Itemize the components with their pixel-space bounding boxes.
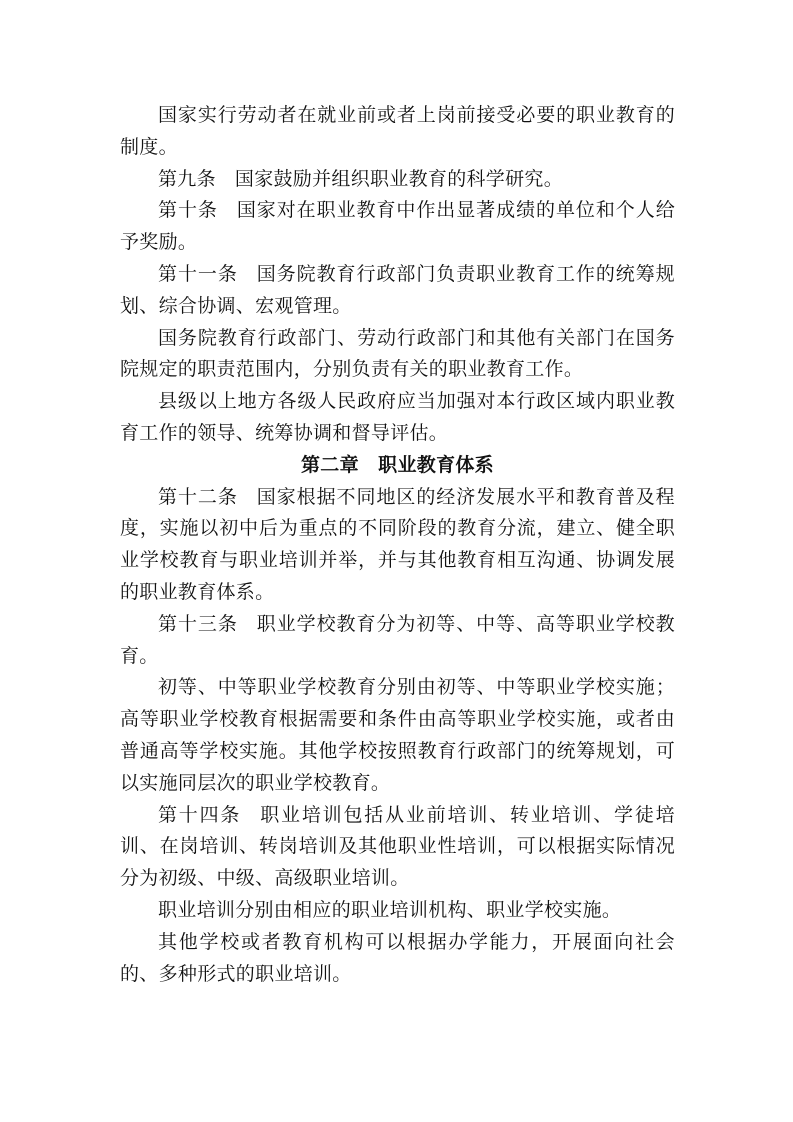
paragraph bbox=[120, 100, 675, 164]
paragraph bbox=[120, 927, 675, 991]
article-number: 第九条 bbox=[158, 167, 216, 190]
article-paragraph bbox=[120, 164, 675, 196]
chapter-title: 第二章 职业教育体系 bbox=[300, 453, 494, 476]
paragraph-text: 职业培训包括从业前培训、转业培训、学徒培训、在岗培训、转岗培训及其他职业性培训，可以根据实际情况分为初级、中级、高级职业培训。 bbox=[120, 803, 675, 890]
article-number: 第十二条 bbox=[158, 485, 238, 508]
paragraph bbox=[120, 895, 675, 927]
paragraph-text: 国家鼓励并组织职业教育的科学研究。 bbox=[234, 167, 564, 190]
paragraph-text: 国家实行劳动者在就业前或者上岗前接受必要的职业教育的制度。 bbox=[120, 104, 675, 158]
article-number: 第十四条 bbox=[158, 803, 242, 826]
paragraph bbox=[120, 672, 675, 799]
paragraph-text: 职业学校教育分为初等、中等、高等职业学校教育。 bbox=[120, 612, 675, 667]
paragraph-text: 国家对在职业教育中作出显著成绩的单位和个人给予奖励。 bbox=[120, 199, 675, 254]
article-paragraph bbox=[120, 482, 675, 609]
article-paragraph bbox=[120, 259, 675, 323]
paragraph bbox=[120, 386, 675, 450]
paragraph-text: 国家根据不同地区的经济发展水平和教育普及程度，实施以初中后为重点的不同阶段的教育分流，建立、健全职业学校教育与职业培训并举，并与其他教育相互沟通、协调发展的职业教育体系。 bbox=[120, 485, 675, 603]
paragraph-text: 国务院教育行政部门、劳动行政部门和其他有关部门在国务院规定的职责范围内，分别负责有关的职业教育工作。 bbox=[120, 326, 675, 381]
article-paragraph bbox=[120, 609, 675, 673]
paragraph bbox=[120, 323, 675, 387]
article-number: 第十条 bbox=[158, 199, 218, 222]
paragraph-text: 职业培训分别由相应的职业培训机构、职业学校实施。 bbox=[158, 898, 622, 921]
paragraph-text: 其他学校或者教育机构可以根据办学能力，开展面向社会的、多种形式的职业培训。 bbox=[120, 930, 675, 985]
paragraph-text: 初等、中等职业学校教育分别由初等、中等职业学校实施；高等职业学校教育根据需要和条件由高等职业学校实施，或者由普通高等学校实施。其他学校按照教育行政部门的统筹规划，可以实施同层次的职业学校教育。 bbox=[120, 676, 675, 794]
document-page bbox=[120, 100, 675, 990]
article-number: 第十三条 bbox=[158, 612, 238, 635]
article-number: 第十一条 bbox=[158, 262, 238, 285]
paragraph-text: 国务院教育行政部门负责职业教育工作的统筹规划、综合协调、宏观管理。 bbox=[120, 262, 675, 317]
paragraph-text: 县级以上地方各级人民政府应当加强对本行政区域内职业教育工作的领导、统筹协调和督导评估。 bbox=[120, 390, 675, 444]
article-paragraph bbox=[120, 800, 675, 895]
article-paragraph bbox=[120, 195, 675, 259]
